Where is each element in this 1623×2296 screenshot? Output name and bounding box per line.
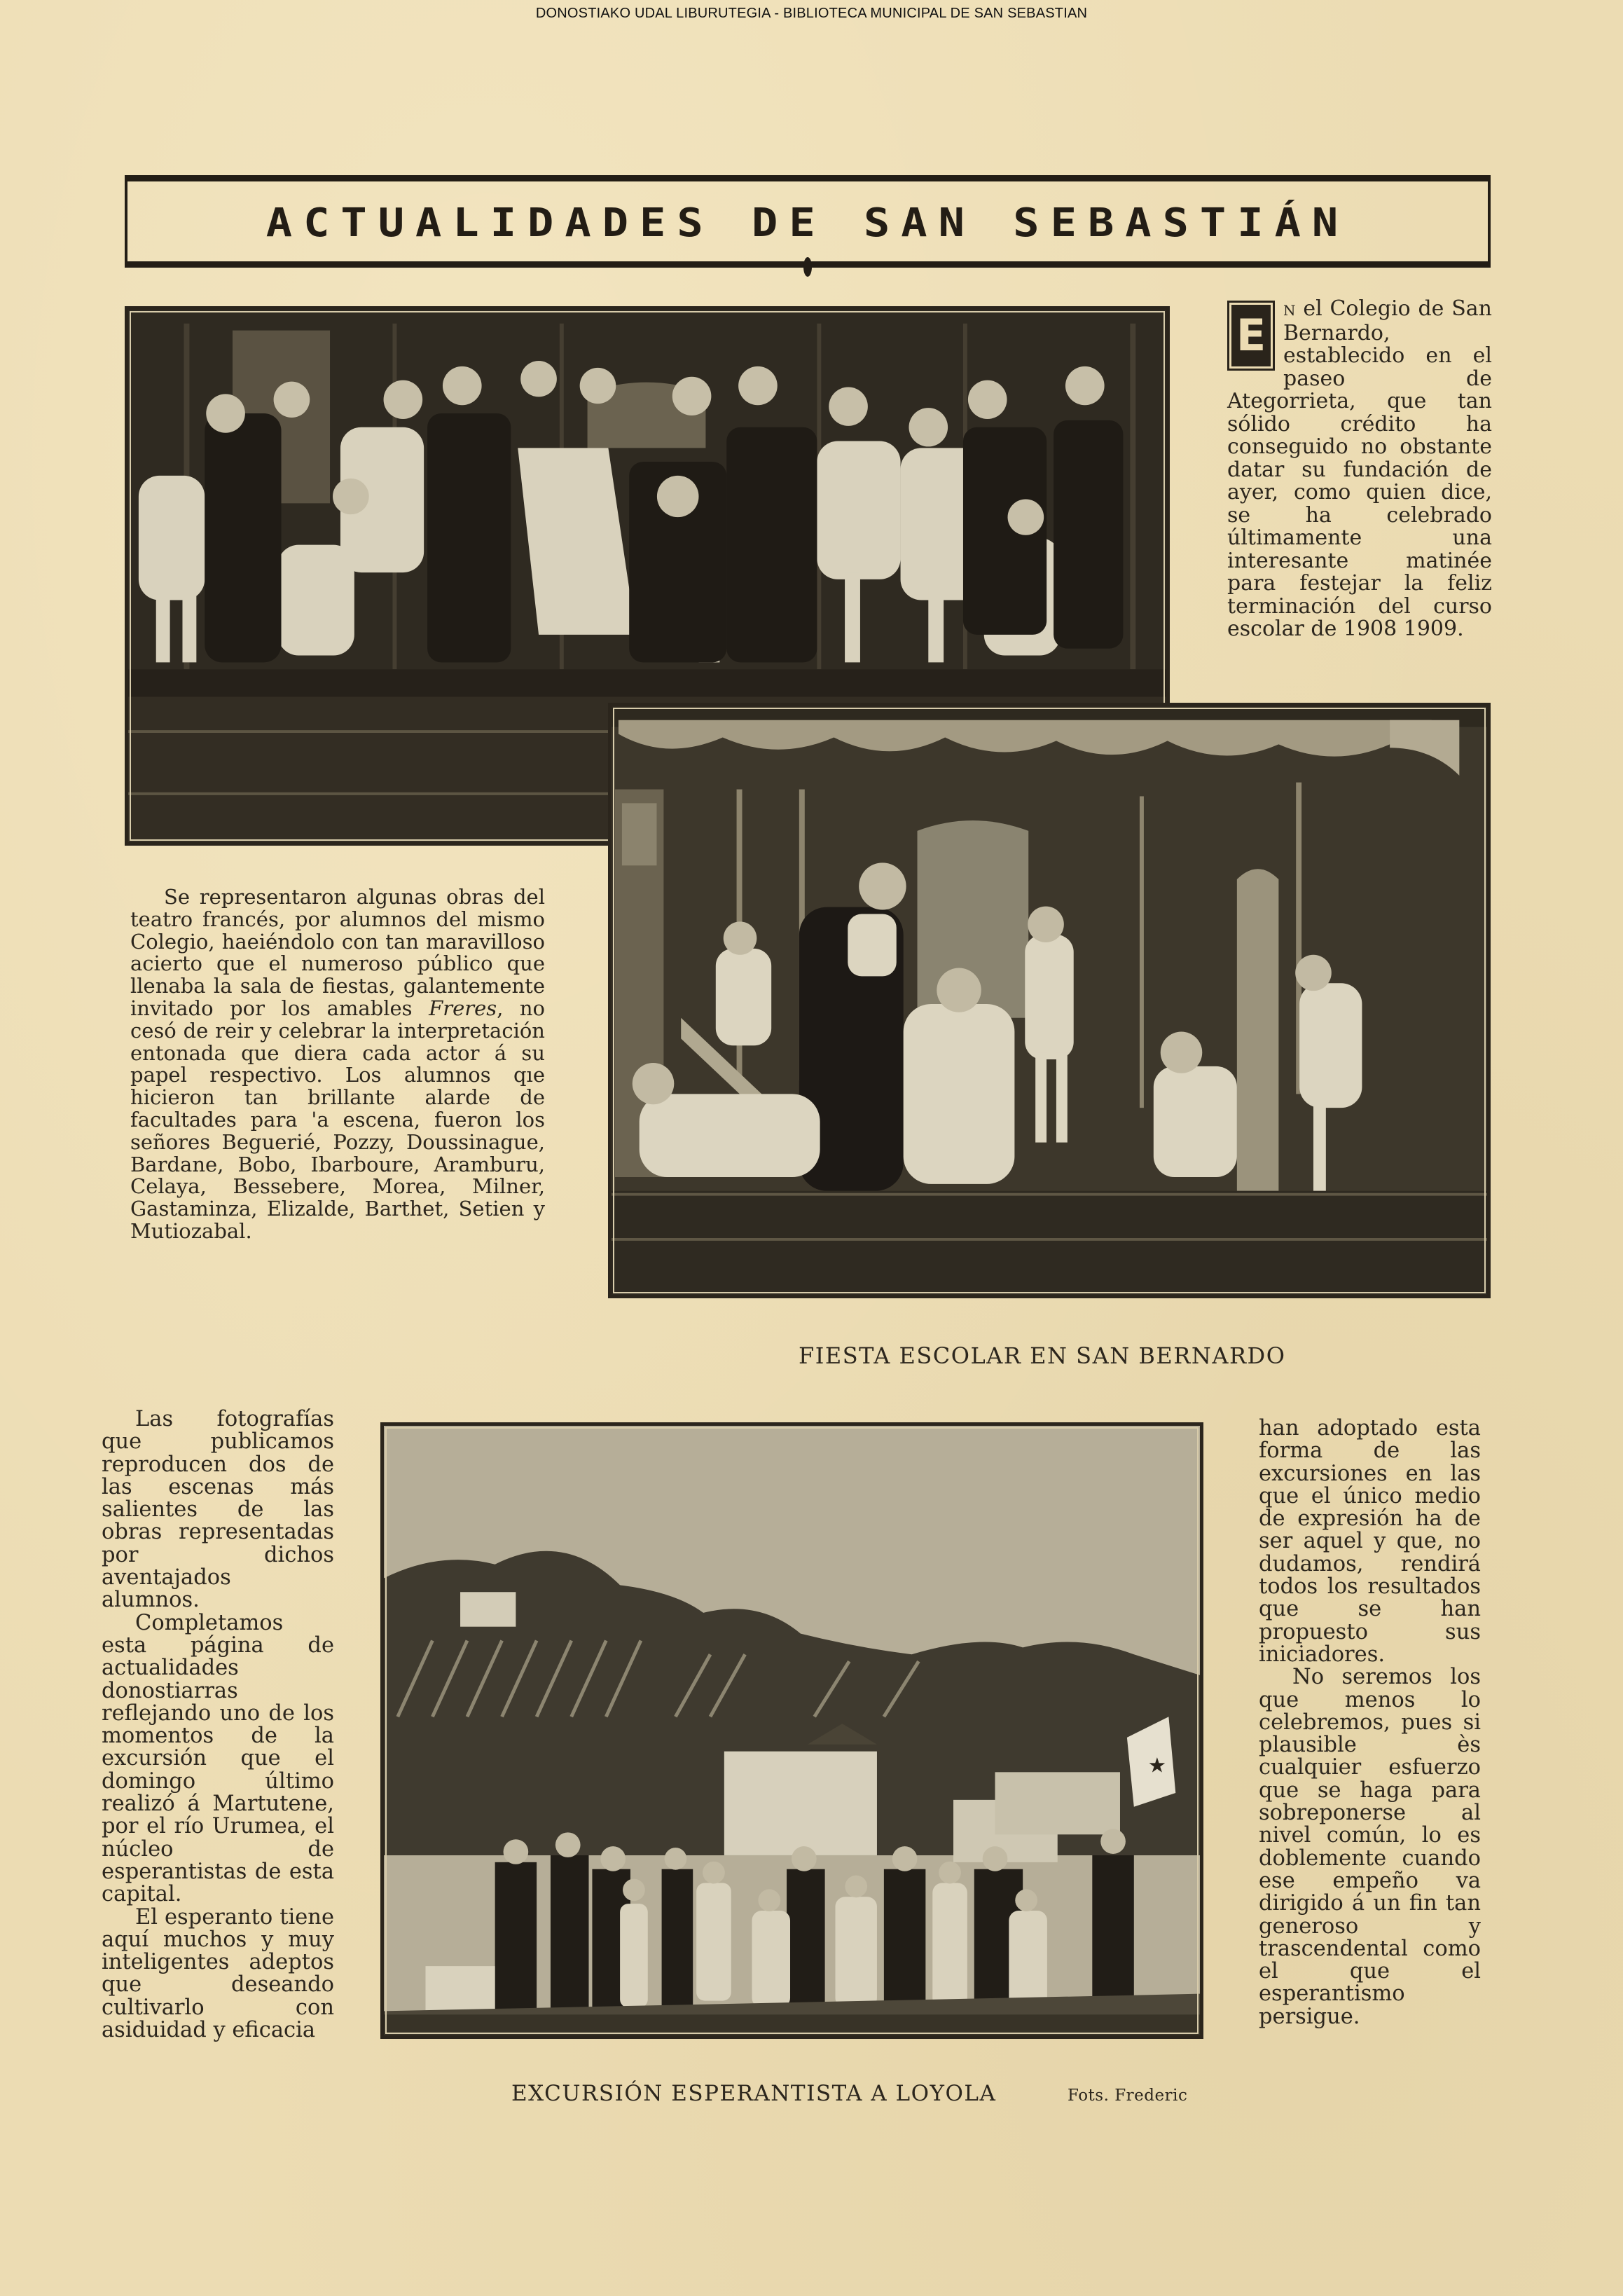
paragraph: Completamos esta página de actualidades donostiarras reflejando uno de los momentos de la excursión que el domingo último realizó á Martutene, por el río Urumea, el núcleo de esperantistas de esta capital. <box>102 1610 334 1907</box>
caption-excursion: EXCURSIÓN ESPERANTISTA A LOYOLA <box>511 2081 997 2106</box>
masthead-banner <box>125 175 1491 268</box>
drop-cap-letter: E <box>1231 305 1271 366</box>
drop-cap <box>1227 301 1275 371</box>
intro-text: el Colegio de San Bernardo, establecido en el paseo de Ategorrieta, que tan sólido crédito ha conseguido no obstante datar su fundación de ayer, como quien dice, se ha celebrado últimamente una interesante matinée para festejar la feliz terminación del curso escolar de 1908 1909. <box>1227 296 1492 641</box>
photo-stage-scene-image <box>612 706 1487 1295</box>
svg-text:★: ★ <box>1147 1753 1167 1778</box>
article-intro <box>1227 298 1492 641</box>
library-watermark: DONOSTIAKO UDAL LIBURUTEGIA - BIBLIOTECA MUNICIPAL DE SAN SEBASTIAN <box>535 6 1088 21</box>
paragraph: El esperanto tiene aquí muchos y muy inteligentes adeptos que deseando cultivarlo con asiduidad y eficacia <box>102 1904 334 2043</box>
photo-credit: Fots. Frederic <box>1068 2087 1188 2105</box>
masthead-ornament <box>803 257 812 277</box>
article-performance <box>130 886 545 1243</box>
paragraph: Las fotografías que publicamos reproducen dos de las escenas más salientes de las obras representadas por dichos aventajados alumnos. <box>102 1407 334 1613</box>
paragraph: No seremos los que menos lo celebremos, pues si plausible ès cualquier esfuerzo que se haga para sobreponerse al nivel común, lo es doblemente cuando ese empeño va dirigido á un fin tan generoso y trascendental como el que el esperantismo persigue. <box>1259 1665 1481 2029</box>
page-title: ACTUALIDADES DE SAN SEBASTIÁN <box>265 199 1350 246</box>
photo-esperanto-excursion <box>380 1422 1203 2039</box>
paragraph: han adoptado esta forma de las excursiones en las que el único medio de expresión ha de ser aquel y que, no dudamos, rendirá todos los resultados que se han propuesto sus iniciadores. <box>1259 1416 1481 1667</box>
caption-fiesta-escolar: FIESTA ESCOLAR EN SAN BERNARDO <box>799 1342 1286 1369</box>
article-excursion-left <box>102 1408 334 2042</box>
article-excursion-right <box>1259 1417 1481 2028</box>
photo-esperanto-excursion-image <box>384 1426 1200 2035</box>
performance-italic: Freres <box>429 996 497 1020</box>
photo-stage-scene <box>608 703 1491 1298</box>
performance-text-a: Se representaron algunas obras del teatro francés, por alumnos del mismo Colegio, haeiéndolo con tan maravilloso acierto que el numeroso público que llenaba la sala de fiestas, galantemente invitado por los amables <box>130 885 545 1020</box>
intro-first-letters: N <box>1283 302 1296 319</box>
performance-text-b: , no cesó de reir y celebrar la interpretación entonada que diera cada actor á su papel respectivo. Los alumnos qıe hicieron tan brillante alarde de facultades para 'a escena, fueron los señores Beguerié, Pozzy, Doussinague, Bardane, Bobo, Ibarboure, Aramburu, Celaya, Bessebere, Morea, Milner, Gastaminza, Elizalde, Barthet, Setien y Mutiozabal. <box>130 996 546 1243</box>
